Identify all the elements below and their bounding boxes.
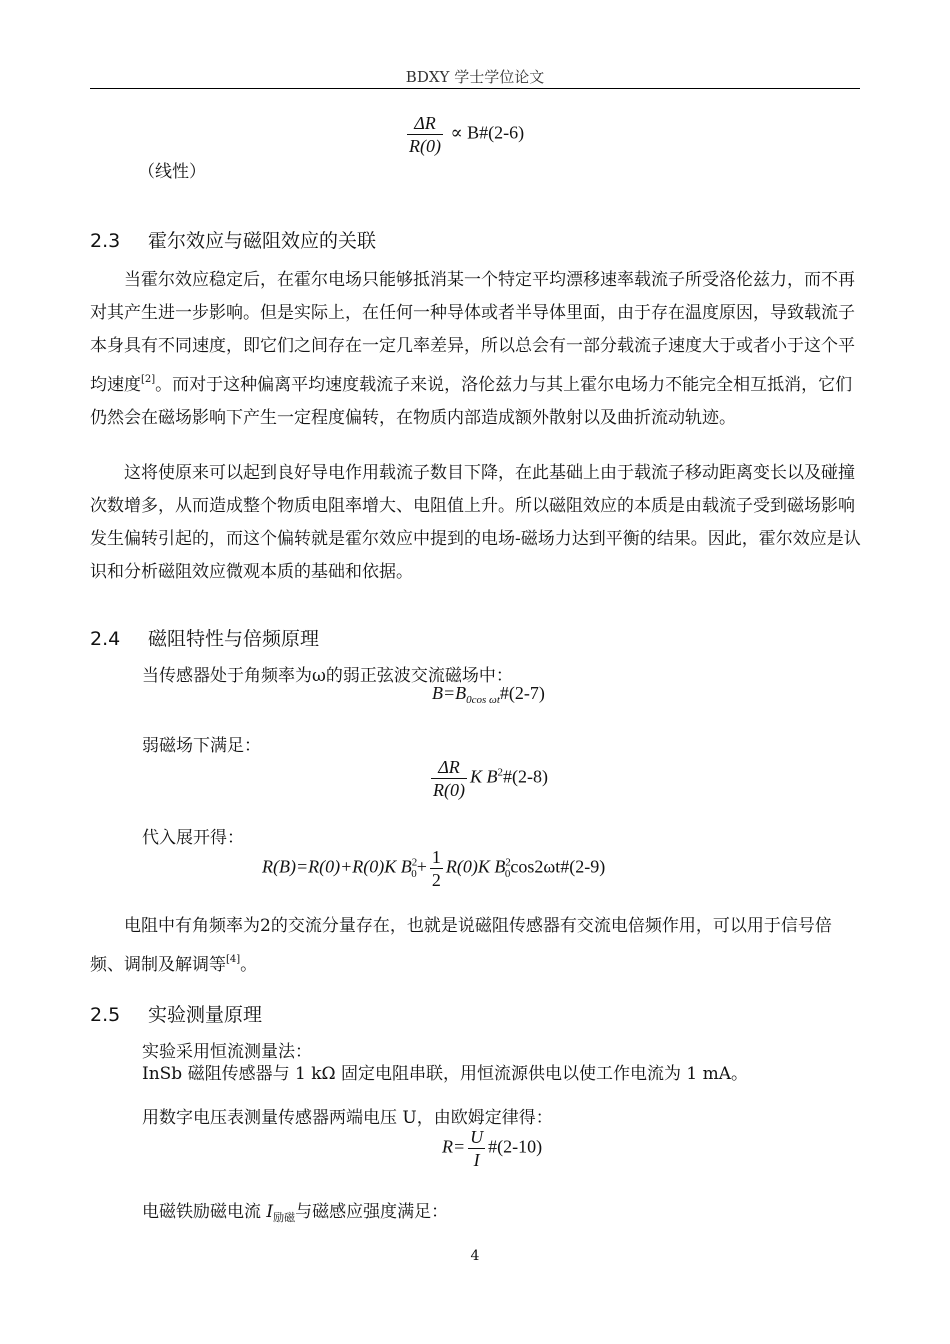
paragraph-text: 电磁铁励磁电流 <box>142 1202 267 1222</box>
superscript: 2 <box>497 766 503 779</box>
fraction <box>407 112 443 157</box>
running-header: BDXY 学士学位论文 <box>405 68 545 86</box>
fraction <box>468 1126 485 1171</box>
equation-tag: #(2-8) <box>503 766 548 787</box>
fraction-denominator: R(0) <box>409 136 441 156</box>
subscript: 0 <box>411 867 417 880</box>
section-title: 霍尔效应与磁阻效应的关联 <box>148 230 377 252</box>
subscript: 励磁 <box>273 1211 296 1224</box>
equation-term: R(B)=R(0)+R(0)K B <box>262 856 412 877</box>
equation-2-9 <box>262 846 605 891</box>
equation-2-6 <box>404 112 524 157</box>
equation-2-8 <box>428 756 548 801</box>
equation-term: cos2ωt <box>510 856 561 877</box>
equation-rhs: ∝ B#(2-6) <box>450 122 525 143</box>
equation-tag: #(2-10) <box>488 1136 543 1157</box>
superscript: 2 <box>411 856 418 869</box>
plus-sign: + <box>416 856 427 877</box>
linear-note: （线性） <box>138 162 206 182</box>
fraction-numerator: ΔR <box>431 756 467 779</box>
section-number: 2.5 <box>90 1004 121 1026</box>
paragraph-text: 。而对于这种偏离平均速度载流子来说，洛伦兹力与其上霍尔电场力不能完全相互抵消，它们仍然会在磁场影响下产生一定程度偏转，在物质内部造成额外散射以及曲折流动轨迹。 <box>90 375 853 428</box>
expand-label: 代入展开得： <box>142 828 244 848</box>
fraction-denominator: 2 <box>431 870 441 890</box>
citation-ref[interactable]: [2] <box>141 374 156 385</box>
fraction-numerator: ΔR <box>407 112 443 135</box>
sec-2-4-intro: 当传感器处于角频率为ω的弱正弦波交流磁场中： <box>142 666 513 686</box>
method-line: 实验采用恒流测量法： <box>142 1042 312 1062</box>
fraction-numerator: U <box>470 1127 484 1147</box>
circuit-line: InSb 磁阻传感器与 1 kΩ 固定电阻串联，用恒流源供电以使工作电流为 1 mA。 <box>142 1064 749 1084</box>
fraction-denominator: R(0) <box>433 780 465 800</box>
equation-2-7 <box>432 683 545 706</box>
section-number: 2.4 <box>90 628 121 650</box>
section-heading-2-5 <box>90 1000 262 1027</box>
paragraph-2-3-1 <box>90 264 862 435</box>
paragraph-text: 当霍尔效应稳定后，在霍尔电场只能够抵消某一个特定平均漂移速率载流子所受洛伦兹力，而不再对其产生进一步影响。但是实际上，在任何一种导体或者半导体里面，由于存在温度原因，导致载流子本身具有不同速度，即它们之间存在一定几率差异，所以总会有一部分载流子速度大于或者小于这个平均速度 <box>90 270 855 395</box>
equation-term: R(0)K B <box>445 856 506 877</box>
section-heading-2-4 <box>90 624 319 651</box>
superscript: 2 <box>505 856 511 869</box>
paragraph-text: 。 <box>240 955 258 975</box>
equation-2-10 <box>442 1126 542 1171</box>
section-title: 磁阻特性与倍频原理 <box>148 628 320 650</box>
header-rule <box>90 88 860 89</box>
paragraph-2-3-2: 这将使原来可以起到良好导电作用载流子数目下降，在此基础上由于载流子移动距离变长以及碰撞次数增多，从而造成整个物质电阻率增大、电阻值上升。所以磁阻效应的本质是由载流子受到磁场影响发生偏转引起的，而这个偏转就是霍尔效应中提到的电场-磁场力达到平衡的结果。因此，霍尔效应是认识和分析磁阻效应微观本质的基础和依据。 <box>90 463 861 582</box>
citation-ref[interactable]: [4] <box>226 954 241 965</box>
fraction-numerator: 1 <box>431 847 441 867</box>
equation-tag: #(2-9) <box>560 856 606 877</box>
current-symbol: I <box>266 1202 274 1222</box>
fraction-denominator: I <box>473 1150 480 1170</box>
excitation-line <box>142 1196 448 1234</box>
equation-lhs: B=B <box>432 683 467 703</box>
section-number: 2.3 <box>90 230 121 252</box>
fraction-half <box>430 846 443 891</box>
paragraph-2-4-3 <box>90 910 862 982</box>
equation-rhs: K B <box>469 766 498 787</box>
weak-field-label: 弱磁场下满足： <box>142 736 261 756</box>
page-number: 4 <box>470 1248 480 1264</box>
equation-lhs: R= <box>442 1136 466 1157</box>
section-heading-2-3 <box>90 226 376 253</box>
paragraph-text: 电阻中有角频率为2的交流分量存在，也就是说磁阻传感器有交流电倍频作用，可以用于信号倍频、调制及解调等 <box>90 916 832 975</box>
section-title: 实验测量原理 <box>148 1004 263 1026</box>
fraction <box>431 756 467 801</box>
paragraph-text: 与磁感应强度满足： <box>295 1202 449 1222</box>
voltmeter-line: 用数字电压表测量传感器两端电压 U，由欧姆定律得： <box>142 1108 553 1128</box>
subscript: 0 <box>504 867 511 880</box>
subscript: 0cos ωt <box>466 694 500 706</box>
equation-tag: #(2-7) <box>499 683 545 703</box>
